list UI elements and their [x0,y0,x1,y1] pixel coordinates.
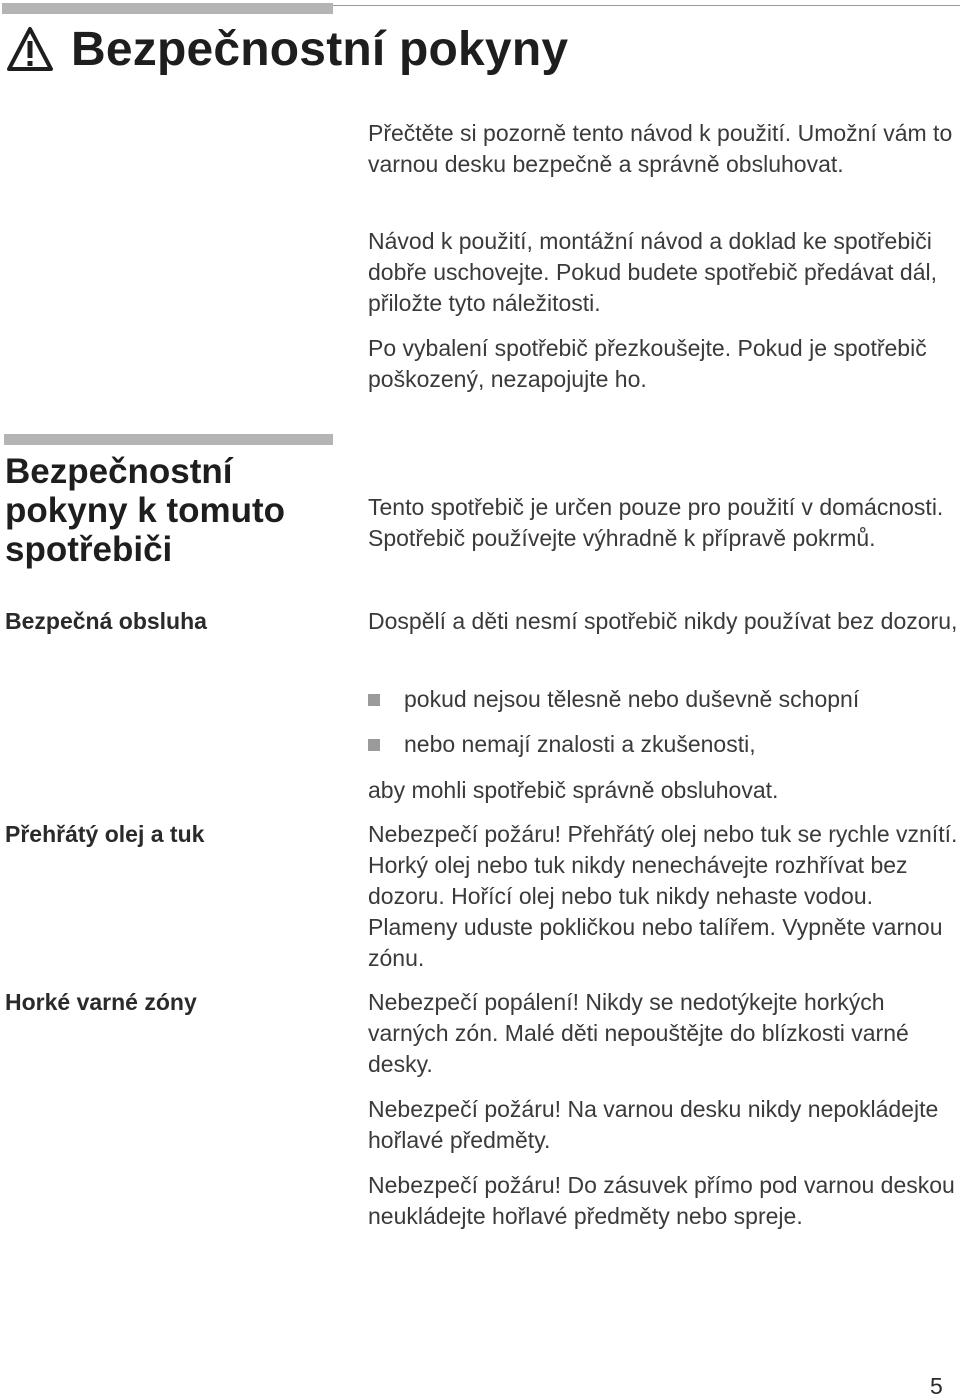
hot-zones-label: Horké varné zóny [5,989,197,1015]
list-item [368,684,859,715]
section-title: Bezpečnostní pokyny k tomuto spotřebiči [5,452,286,569]
intro-paragraph-3: Po vybalení spotřebič přezkoušejte. Pokud je spotřebič poškozený, nezapojujte ho. [368,335,927,392]
page-title-row [5,22,568,78]
header-rule-thin [333,5,960,6]
square-bullet-icon [368,739,380,751]
hot-zones-paragraph-1: Nebezpečí popálení! Nikdy se nedotýkejte horkých varných zón. Malé děti nepouštějte do blízkosti varné desky. [368,989,909,1077]
warning-triangle-icon [5,24,55,76]
list-item-text: pokud nejsou tělesně nebo duševně schopní [404,686,860,712]
list-item-text: nebo nemají znalosti a zkušenosti, [404,731,756,757]
header-rule-thick [2,3,333,14]
safe-operation-after: aby mohli spotřebič správně obsluhovat. [368,777,779,803]
safe-operation-label: Bezpečná obsluha [5,608,207,634]
section-rule [4,434,333,445]
intro-paragraph-2: Návod k použití, montážní návod a doklad ke spotřebiči dobře uschovejte. Pokud budete spotřebič předávat dál, přiložte tyto náležitosti. [368,228,937,316]
overheated-oil-label: Přehřátý olej a tuk [5,821,205,847]
intro-paragraph-1: Přečtěte si pozorně tento návod k použití. Umožní vám to varnou desku bezpečně a správně obsluhovat. [368,120,953,177]
hot-zones-paragraph-3: Nebezpečí požáru! Do zásuvek přímo pod varnou deskou neukládejte hořlavé předměty nebo spreje. [368,1172,955,1229]
usage-paragraph: Tento spotřebič je určen pouze pro použití v domácnosti. Spotřebič používejte výhradně k přípravě pokrmů. [368,494,944,551]
safe-operation-paragraph: Dospělí a děti nesmí spotřebič nikdy používat bez dozoru, [368,608,958,634]
page-number: 5 [930,1373,943,1399]
hot-zones-paragraph-2: Nebezpečí požáru! Na varnou desku nikdy nepokládejte hořlavé předměty. [368,1096,939,1153]
overheated-oil-paragraph: Nebezpečí požáru! Přehřátý olej nebo tuk se rychle vznítí. Horký olej nebo tuk nikdy nenechávejte rozhřívat bez dozoru. Hořící olej nebo tuk nikdy nehaste vodou. Plameny uduste pokličkou nebo talířem. Vypněte varnou zónu. [368,821,958,971]
page-title: Bezpečnostní pokyny [71,23,569,76]
list-item [368,729,756,760]
square-bullet-icon [368,694,380,706]
